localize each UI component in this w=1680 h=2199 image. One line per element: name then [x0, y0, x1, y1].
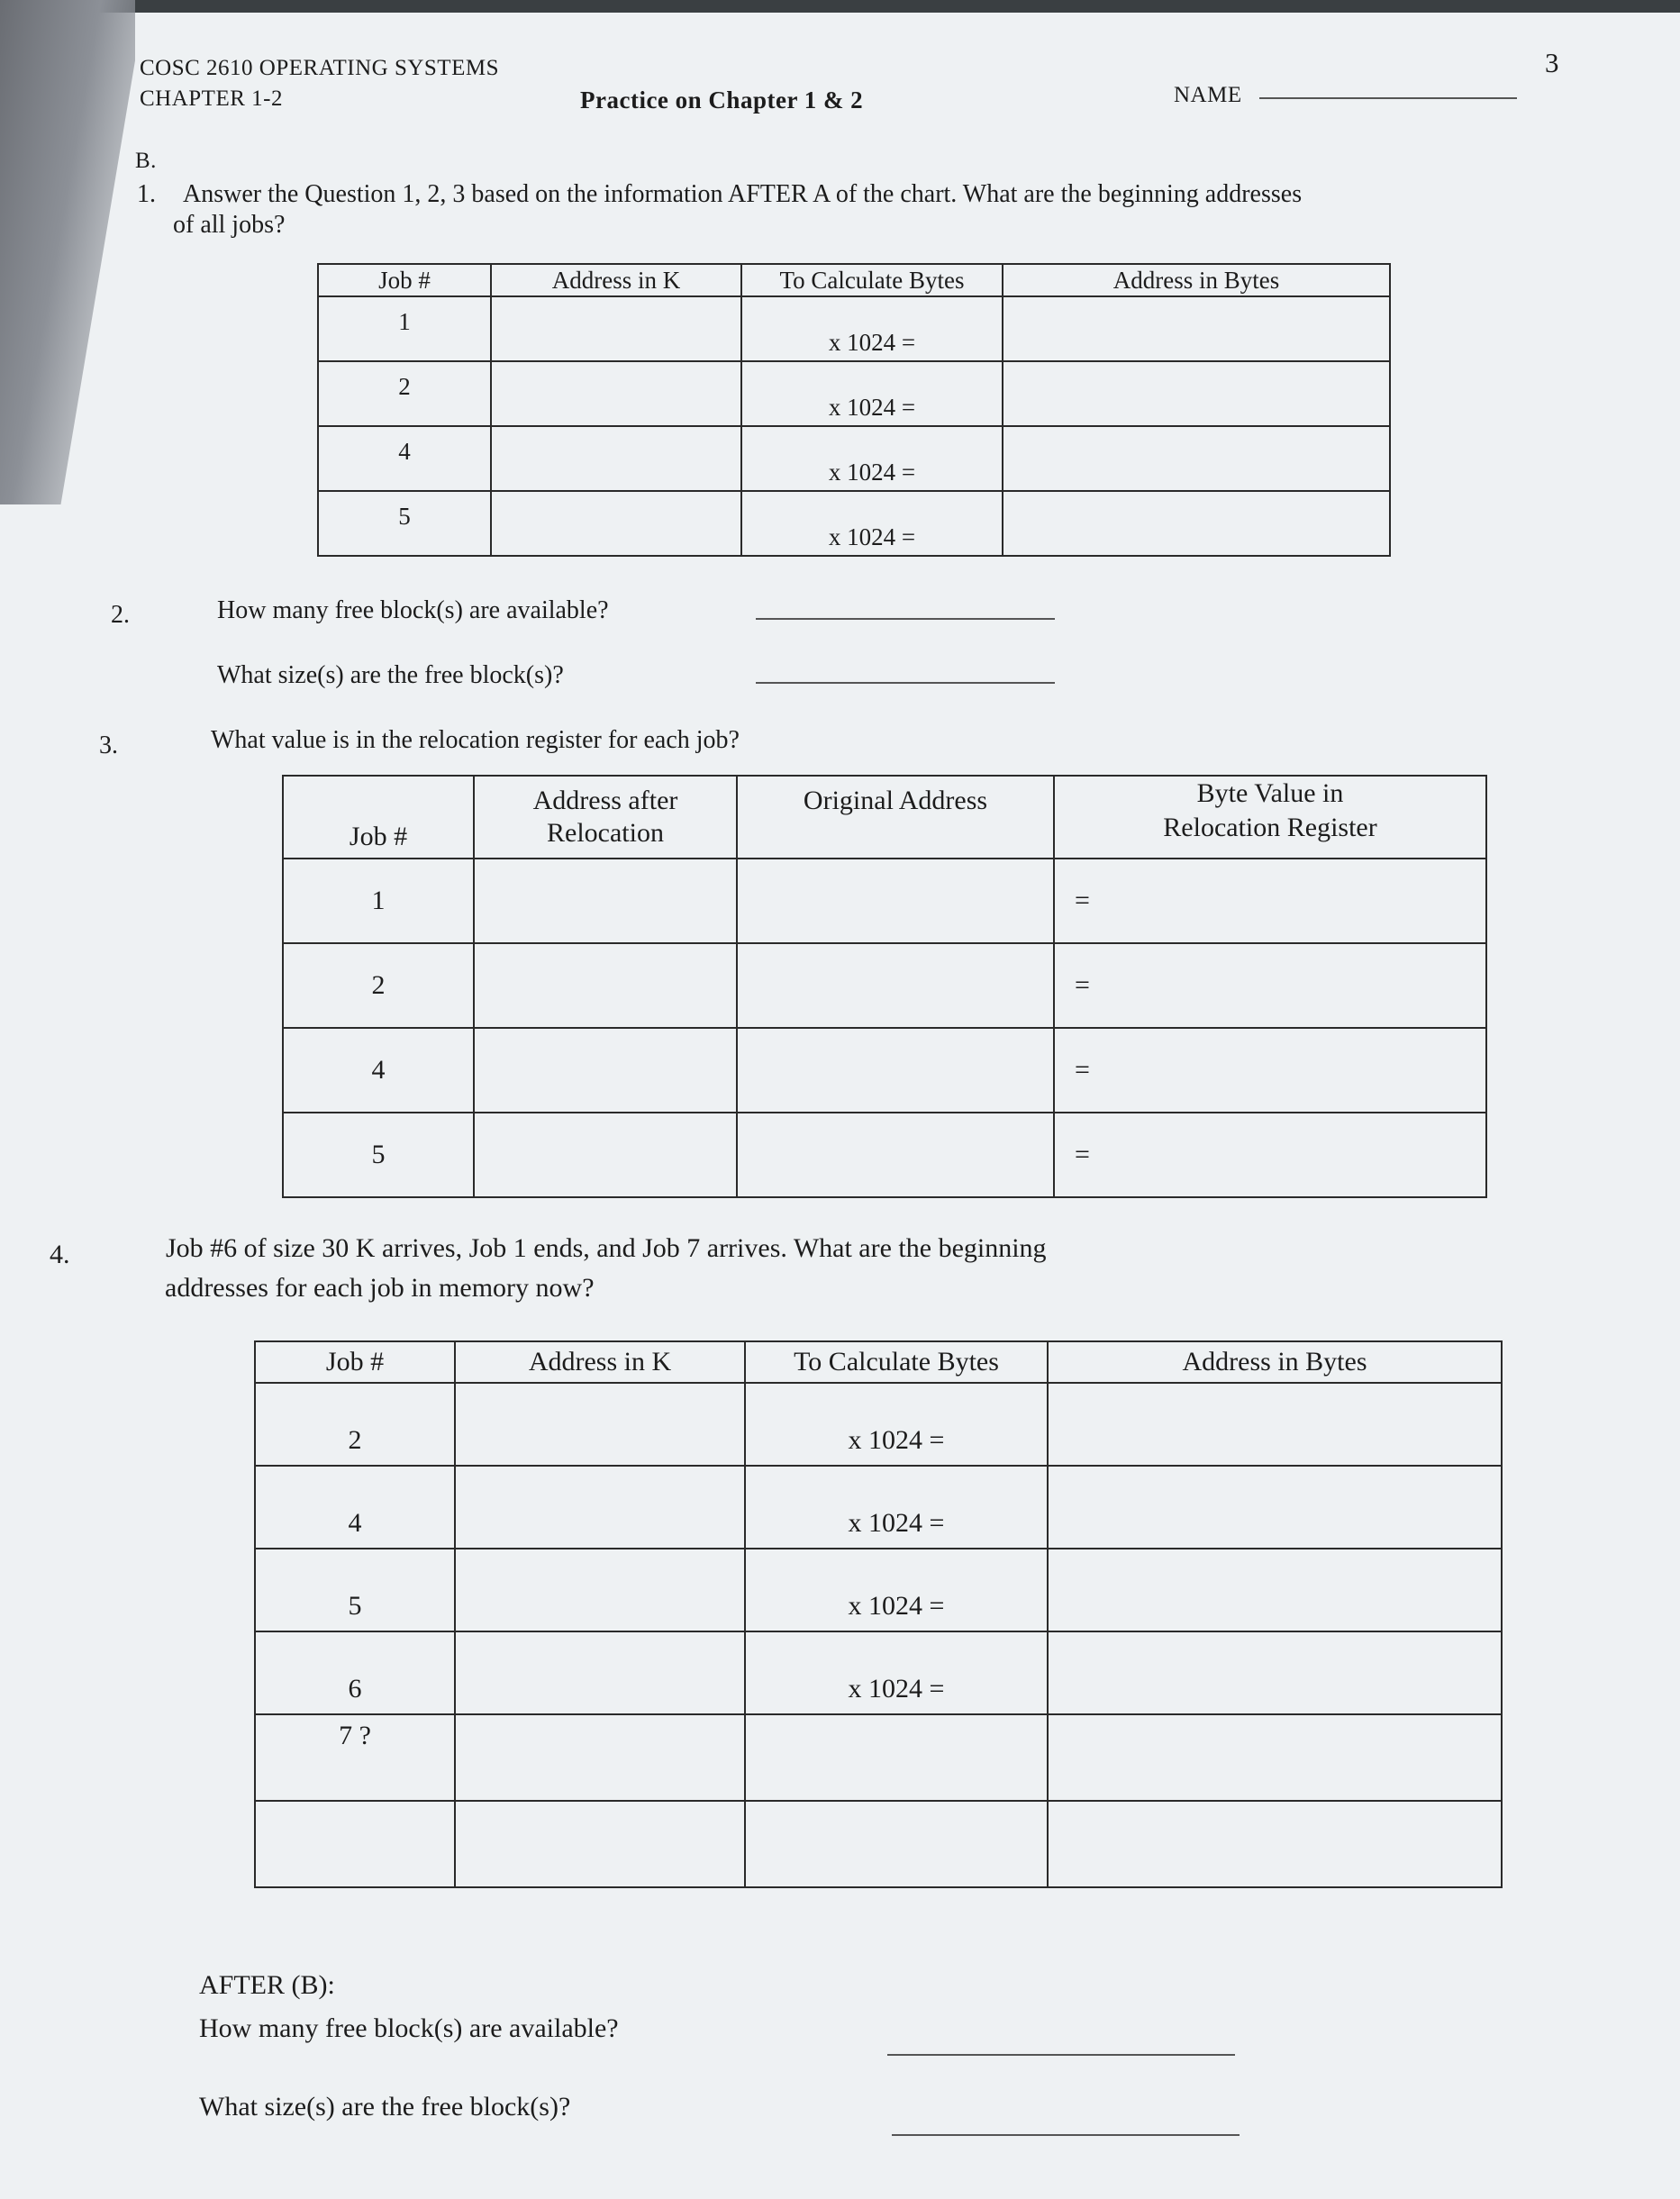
calc-cell: x 1024 =	[741, 426, 1003, 491]
table-row	[318, 426, 1390, 491]
q4-text: Job #6 of size 30 K arrives, Job 1 ends, and Job 7 arrives. What are the beginning	[166, 1233, 1047, 1263]
address-bytes-cell[interactable]	[1003, 361, 1390, 426]
after-b-free-blocks: How many free block(s) are available?	[199, 2013, 619, 2043]
address-k-cell[interactable]	[455, 1466, 745, 1549]
job-number: 6	[255, 1631, 455, 1714]
header-line: Relocation	[547, 818, 664, 848]
original-address-cell[interactable]	[737, 1028, 1054, 1113]
address-k-cell[interactable]	[455, 1801, 745, 1887]
name-field[interactable]	[1259, 97, 1517, 99]
header-address-k: Address in K	[491, 264, 741, 296]
job-number: 2	[318, 361, 491, 426]
address-after-cell[interactable]	[474, 859, 737, 943]
address-bytes-cell[interactable]	[1048, 1549, 1502, 1631]
worksheet-title: Practice on Chapter 1 & 2	[580, 86, 864, 114]
job-number: 1	[318, 296, 491, 361]
q4-number: 4.	[50, 1240, 70, 1269]
chapter-label: CHAPTER 1-2	[140, 86, 283, 111]
header-line: Relocation Register	[1163, 813, 1377, 842]
answer-free-blocks[interactable]	[756, 618, 1055, 620]
address-k-cell[interactable]	[491, 426, 741, 491]
table-row	[283, 1113, 1486, 1197]
address-k-cell[interactable]	[455, 1549, 745, 1631]
header-job: Job #	[283, 776, 474, 859]
calc-cell: x 1024 =	[741, 361, 1003, 426]
table-row	[255, 1549, 1502, 1631]
header-calc-bytes: To Calculate Bytes	[745, 1341, 1048, 1383]
q3-number: 3.	[99, 731, 118, 759]
job-number: 2	[283, 943, 474, 1028]
calc-cell[interactable]	[745, 1714, 1048, 1801]
after-b-block-sizes: What size(s) are the free block(s)?	[199, 2092, 571, 2122]
q1-text: Answer the Question 1, 2, 3 based on the information AFTER A of the chart. What are the beginning addresses	[183, 180, 1303, 208]
job-number: 2	[255, 1383, 455, 1466]
header-calc-bytes: To Calculate Bytes	[741, 264, 1003, 296]
address-k-cell[interactable]	[455, 1714, 745, 1801]
table-job-addresses	[317, 263, 1391, 557]
name-label: NAME	[1174, 83, 1242, 107]
q1-text-cont: of all jobs?	[173, 211, 286, 239]
address-k-cell[interactable]	[455, 1383, 745, 1466]
calc-cell: x 1024 =	[745, 1549, 1048, 1631]
address-bytes-cell[interactable]	[1048, 1714, 1502, 1801]
calc-cell[interactable]	[745, 1801, 1048, 1887]
address-bytes-cell[interactable]	[1048, 1383, 1502, 1466]
original-address-cell[interactable]	[737, 943, 1054, 1028]
calc-cell: x 1024 =	[741, 491, 1003, 556]
byte-value-cell[interactable]: =	[1054, 859, 1486, 943]
calc-cell: x 1024 =	[745, 1383, 1048, 1466]
page-number: 3	[1545, 47, 1559, 78]
header-line: Byte Value in	[1196, 778, 1344, 808]
job-number: 7 ?	[255, 1714, 455, 1801]
header-original-address: Original Address	[737, 776, 1054, 859]
calc-cell: x 1024 =	[745, 1466, 1048, 1549]
address-bytes-cell[interactable]	[1048, 1801, 1502, 1887]
after-b-label: AFTER (B):	[199, 1970, 335, 2000]
address-k-cell[interactable]	[455, 1631, 745, 1714]
address-bytes-cell[interactable]	[1048, 1466, 1502, 1549]
address-after-cell[interactable]	[474, 943, 737, 1028]
table-row	[283, 859, 1486, 943]
table-row	[255, 1631, 1502, 1714]
photo-top-edge	[0, 0, 1680, 13]
job-number: 4	[255, 1466, 455, 1549]
table-row	[318, 296, 1390, 361]
address-k-cell[interactable]	[491, 296, 741, 361]
address-after-cell[interactable]	[474, 1113, 737, 1197]
byte-value-cell[interactable]: =	[1054, 943, 1486, 1028]
job-number: 5	[318, 491, 491, 556]
calc-cell: x 1024 =	[745, 1631, 1048, 1714]
byte-value-cell[interactable]: =	[1054, 1028, 1486, 1113]
header-line: Address after	[532, 786, 678, 815]
table-row	[318, 491, 1390, 556]
header-job: Job #	[255, 1341, 455, 1383]
answer-after-free-blocks[interactable]	[887, 2054, 1235, 2056]
job-number: 1	[283, 859, 474, 943]
original-address-cell[interactable]	[737, 1113, 1054, 1197]
photo-shadow	[0, 0, 135, 504]
table-row	[255, 1801, 1502, 1887]
address-k-cell[interactable]	[491, 361, 741, 426]
job-number[interactable]	[255, 1801, 455, 1887]
header-address-k: Address in K	[455, 1341, 745, 1383]
address-bytes-cell[interactable]	[1003, 426, 1390, 491]
q2-text-free-blocks: How many free block(s) are available?	[217, 596, 609, 624]
course-title: COSC 2610 OPERATING SYSTEMS	[140, 56, 499, 80]
table-row	[283, 1028, 1486, 1113]
address-bytes-cell[interactable]	[1048, 1631, 1502, 1714]
q1-number: 1.	[137, 180, 156, 208]
header-address-after-relocation	[474, 776, 737, 859]
address-after-cell[interactable]	[474, 1028, 737, 1113]
q2-text-block-sizes: What size(s) are the free block(s)?	[217, 661, 564, 689]
original-address-cell[interactable]	[737, 859, 1054, 943]
calc-cell: x 1024 =	[741, 296, 1003, 361]
address-bytes-cell[interactable]	[1003, 491, 1390, 556]
header-job: Job #	[318, 264, 491, 296]
table-row	[255, 1383, 1502, 1466]
answer-after-block-sizes[interactable]	[892, 2134, 1240, 2136]
header-byte-value	[1054, 776, 1486, 859]
section-label: B.	[135, 149, 157, 173]
address-bytes-cell[interactable]	[1003, 296, 1390, 361]
table-row	[318, 361, 1390, 426]
q2-number: 2.	[111, 601, 130, 629]
table-jobs-after	[254, 1340, 1503, 1888]
q3-text: What value is in the relocation register for each job?	[211, 726, 740, 754]
job-number: 4	[318, 426, 491, 491]
header-address-bytes: Address in Bytes	[1048, 1341, 1502, 1383]
answer-block-sizes[interactable]	[756, 682, 1055, 684]
job-number: 5	[283, 1113, 474, 1197]
table-relocation-register	[282, 775, 1487, 1198]
job-number: 5	[255, 1549, 455, 1631]
table-row	[283, 943, 1486, 1028]
table-row	[255, 1714, 1502, 1801]
byte-value-cell[interactable]: =	[1054, 1113, 1486, 1197]
header-address-bytes: Address in Bytes	[1003, 264, 1390, 296]
job-number: 4	[283, 1028, 474, 1113]
address-k-cell[interactable]	[491, 491, 741, 556]
q4-text-cont: addresses for each job in memory now?	[165, 1273, 595, 1303]
table-row	[255, 1466, 1502, 1549]
